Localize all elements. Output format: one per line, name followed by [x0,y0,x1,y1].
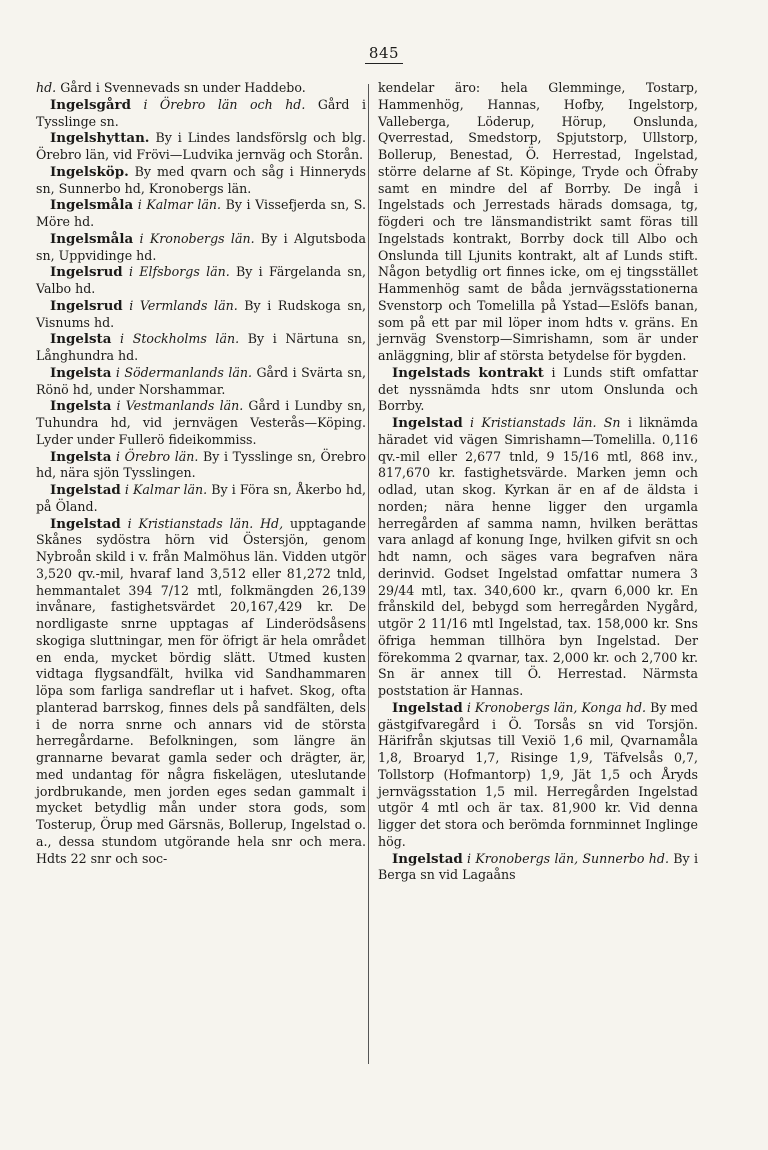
entry-text: By i Lindes landsförslg och blg. Örebro län, vid Frövi—Ludvika jernväg och Storån. [36,130,366,162]
entry-location: i Kristianstads län. Sn [470,415,621,430]
entry-location: i Örebro län. [116,448,199,464]
entry-headword: Ingelsgård [50,96,131,113]
entry-text: By i Rudskoga sn, Visnums hd. [36,297,366,330]
entry-location: i Kronobergs län, Sunnerbo hd. [467,850,669,866]
entry-text: By i Vissefjerda sn, S. Möre hd. [36,197,366,229]
dictionary-entry [378,415,698,700]
entry-headword: Ingelsta [50,331,112,348]
entry-location: i Kristianstads län. Hd, [127,515,284,531]
dictionary-entry [36,197,366,231]
entry-headword: Ingelstad [392,850,463,867]
entry-headword: Ingelsrud [50,297,123,314]
entry-headword: Ingelsrud [50,264,123,281]
page-number: 845 [0,44,768,64]
entry-text: By med qvarn och såg i Hinneryds sn, Sunnerbo hd, Kronobergs län. [36,163,366,196]
dictionary-entry [378,365,698,415]
dictionary-entry [36,130,366,164]
dictionary-entry [36,164,366,198]
entry-text: By i Berga sn vid Lagaåns [378,850,698,883]
entry-headword: Ingelsta [50,398,112,415]
dictionary-entry [378,80,698,365]
entry-text: upptagande Skånes sydöstra hörn vid Östersjön, genom Nybroån skild i v. från Malmöhus län. Vidden utgör 3,520 qv.-mil, hvaraf land 3,512 eller 81,272 tnld, hemmantalet 394 7/12 mtl, folkmängden 26,139 invånare, fastighetsvärdet 20,167,429 kr. De nordligaste snrne upptagas af Linderödsåsens skogiga sluttningar, men för öfrigt är hela området en enda, mycket bördig slätt. Utmed kusten vidtaga flygsandfält, hvilka vid Sandhammaren löpa som farliga sandreflar ut i hafvet. Skog, ofta planterad barrskog, finnes dels på sandfälten, dels i de norra snrne och annars vid de största herregårdarne. Befolkningen, som längre än grannarne bevarat gamla seder och drägter, är, med undantag för några fiskelägen, uteslutande jordbrukande, men jorden eges sedan gammalt i mycket betydlig mån under stora gods, som Tosterup, Örup med Gärsnäs, Bollerup, Ingelstad o. a., dessa stundom utgörande hela snr och mera. Hdts 22 snr och soc- [36,515,366,866]
entry-text: By i Tysslinge sn, Örebro hd, nära sjön Tysslingen. [36,448,366,481]
entry-location: i Stockholms län. [120,331,240,347]
entry-location: i Kronobergs län, Konga hd. [466,699,647,715]
entry-headword: Ingelstad [50,482,121,498]
entry-text: By med gästgifvaregård i Ö. Torsås sn vid Torsjön. Härifrån skjutsas till Vexiö 1,6 mil, Qvarnamåla 1,8, Broaryd 1,7, Risinge 1,9, Täfvelsås 0,7, Tollstorp (Hofmantorp) 1,9, Jät 1,5 och Åryds jernvägsstation 1,5 mil. Herregården Ingelstad utgör 4 mtl och är tax. 81,900 kr. Vid denna ligger det stora och berömda fornminnet Inglinge hög. [378,699,698,849]
entry-headword: Ingelsköp. [50,163,129,180]
dictionary-entry [36,264,366,298]
dictionary-entry [36,231,366,265]
dictionary-entry [36,516,366,868]
entry-headword: Ingelstad [392,699,463,716]
entry-text: Gård i Lundby sn, Tuhundra hd, vid jernvägen Vesterås—Köping. Lyder under Fullerö fideikommiss. [36,398,366,447]
dictionary-entry [36,398,366,448]
entry-headword: Ingelsta [50,364,112,381]
entry-headword: Ingelstad [392,415,463,431]
entry-headword: Ingelshyttan. [50,130,150,147]
entry-headword: Ingelstad [50,515,121,532]
entry-text: By i Föra sn, Åkerbo hd, på Öland. [36,482,367,514]
dictionary-entry [36,449,366,483]
entry-location: i Södermanlands län. [115,364,252,380]
entry-location: i Elfsborgs län. [128,264,230,280]
left-column [36,80,366,867]
entry-headword: Ingelsta [50,448,112,465]
entry-headword: Ingelstads kontrakt [392,364,544,381]
right-column [378,80,698,884]
entry-location: hd. [36,80,57,95]
entry-location: i Kronobergs län. [139,230,255,246]
entry-headword: Ingelsmåla [50,197,134,214]
dictionary-entry [36,97,366,131]
entry-headword: Ingelsmåla [50,230,134,247]
entry-text: Gård i Svennevads sn under Haddebo. [56,80,306,95]
entry-location: i Örebro län och hd. [143,96,306,112]
entry-text: Gård i Svärta sn, Rönö hd, under Norshammar. [36,364,366,397]
entry-location: i Vestmanlands län. [116,398,244,414]
entry-location: i Vermlands län. [129,297,238,313]
entry-text: kendelar äro: hela Glemminge, Tostarp, Hammenhög, Hannas, Hofby, Ingelstorp, Valleberga, Löderup, Hörup, Onslunda, Qverrestad, Smedstorp, Spjutstorp, Ullstorp, Bollerup, Benestad, Ö. Herrestad, Ingelstad, större delarne af St. Köpinge, Tryde och Öfraby samt en mindre del af Borrby. De ingå i Ingelstads och Jerrestads härads domsaga, tg, fögderi och tre länsmandistrikt samt föras till Ingelstads kontrakt, Borrby dock till Albo och Onslunda till Ljunits kontrakt, alt af Lunds stift. Någon betydlig ort finnes icke, om ej tingsstället Hammenhög samt de båda jernvägsstationerna Svenstorp och Tomelilla på Ystad—Eslöfs banan, som på ett par mil löper inom hdts v. gräns. En jernväg Svenstorp—Simrishamn, som är under anläggning, blir af största betydelse för bygden. [378,80,698,363]
entry-text: By i Närtuna sn, Långhundra hd. [36,331,367,363]
entry-text: i Lunds stift omfattar det nyssnämda hdts snr utom Onslunda och Borrby. [378,364,699,414]
entry-text: i liknämda häradet vid vägen Simrishamn—Tomelilla. 0,116 qv.-mil eller 2,677 tnld, 9 15/16 mtl, 868 inv., 817,670 kr. fastighetsvärde. Marken jemn och odlad, utan skog. Kyrkan är en af de äldsta i norden; nära henne ligger den urgamla herregården af samma namn, hvilken berättas vara anlagd af konung Inge, hvilken gifvit sn och hdt namn, och säges vara begrafven nära derinvid. Godset Ingelstad omfattar numera 3 29/44 mtl, tax. 340,600 kr., qvarn 6,000 kr. En frånskild del, bebygd som herregården Nygård, utgör 2 11/16 mtl Ingelstad, tax. 158,000 kr. Sns öfriga hemman tillhöra byn Ingelstad. Der förekomma 2 qvarnar, tax. 2,000 kr. och 2,700 kr. Sn är annex till Ö. Herrestad. Närmsta poststation är Hannas. [378,415,698,698]
column-divider [368,84,369,1064]
entry-text: Gård i Tysslinge sn. [36,96,366,129]
dictionary-entry [36,365,366,399]
entry-text: By i Färgelanda sn, Valbo hd. [36,264,366,296]
dictionary-entry [36,298,366,332]
dictionary-entry [378,851,698,885]
dictionary-entry [36,80,366,97]
entry-location: i Kalmar län. [137,197,221,213]
dictionary-entry [36,331,366,365]
dictionary-entry [36,482,366,516]
entry-location: i Kalmar län. [124,482,208,497]
dictionary-entry [378,700,698,851]
entry-text: By i Algutsboda sn, Uppvidinge hd. [36,230,366,263]
